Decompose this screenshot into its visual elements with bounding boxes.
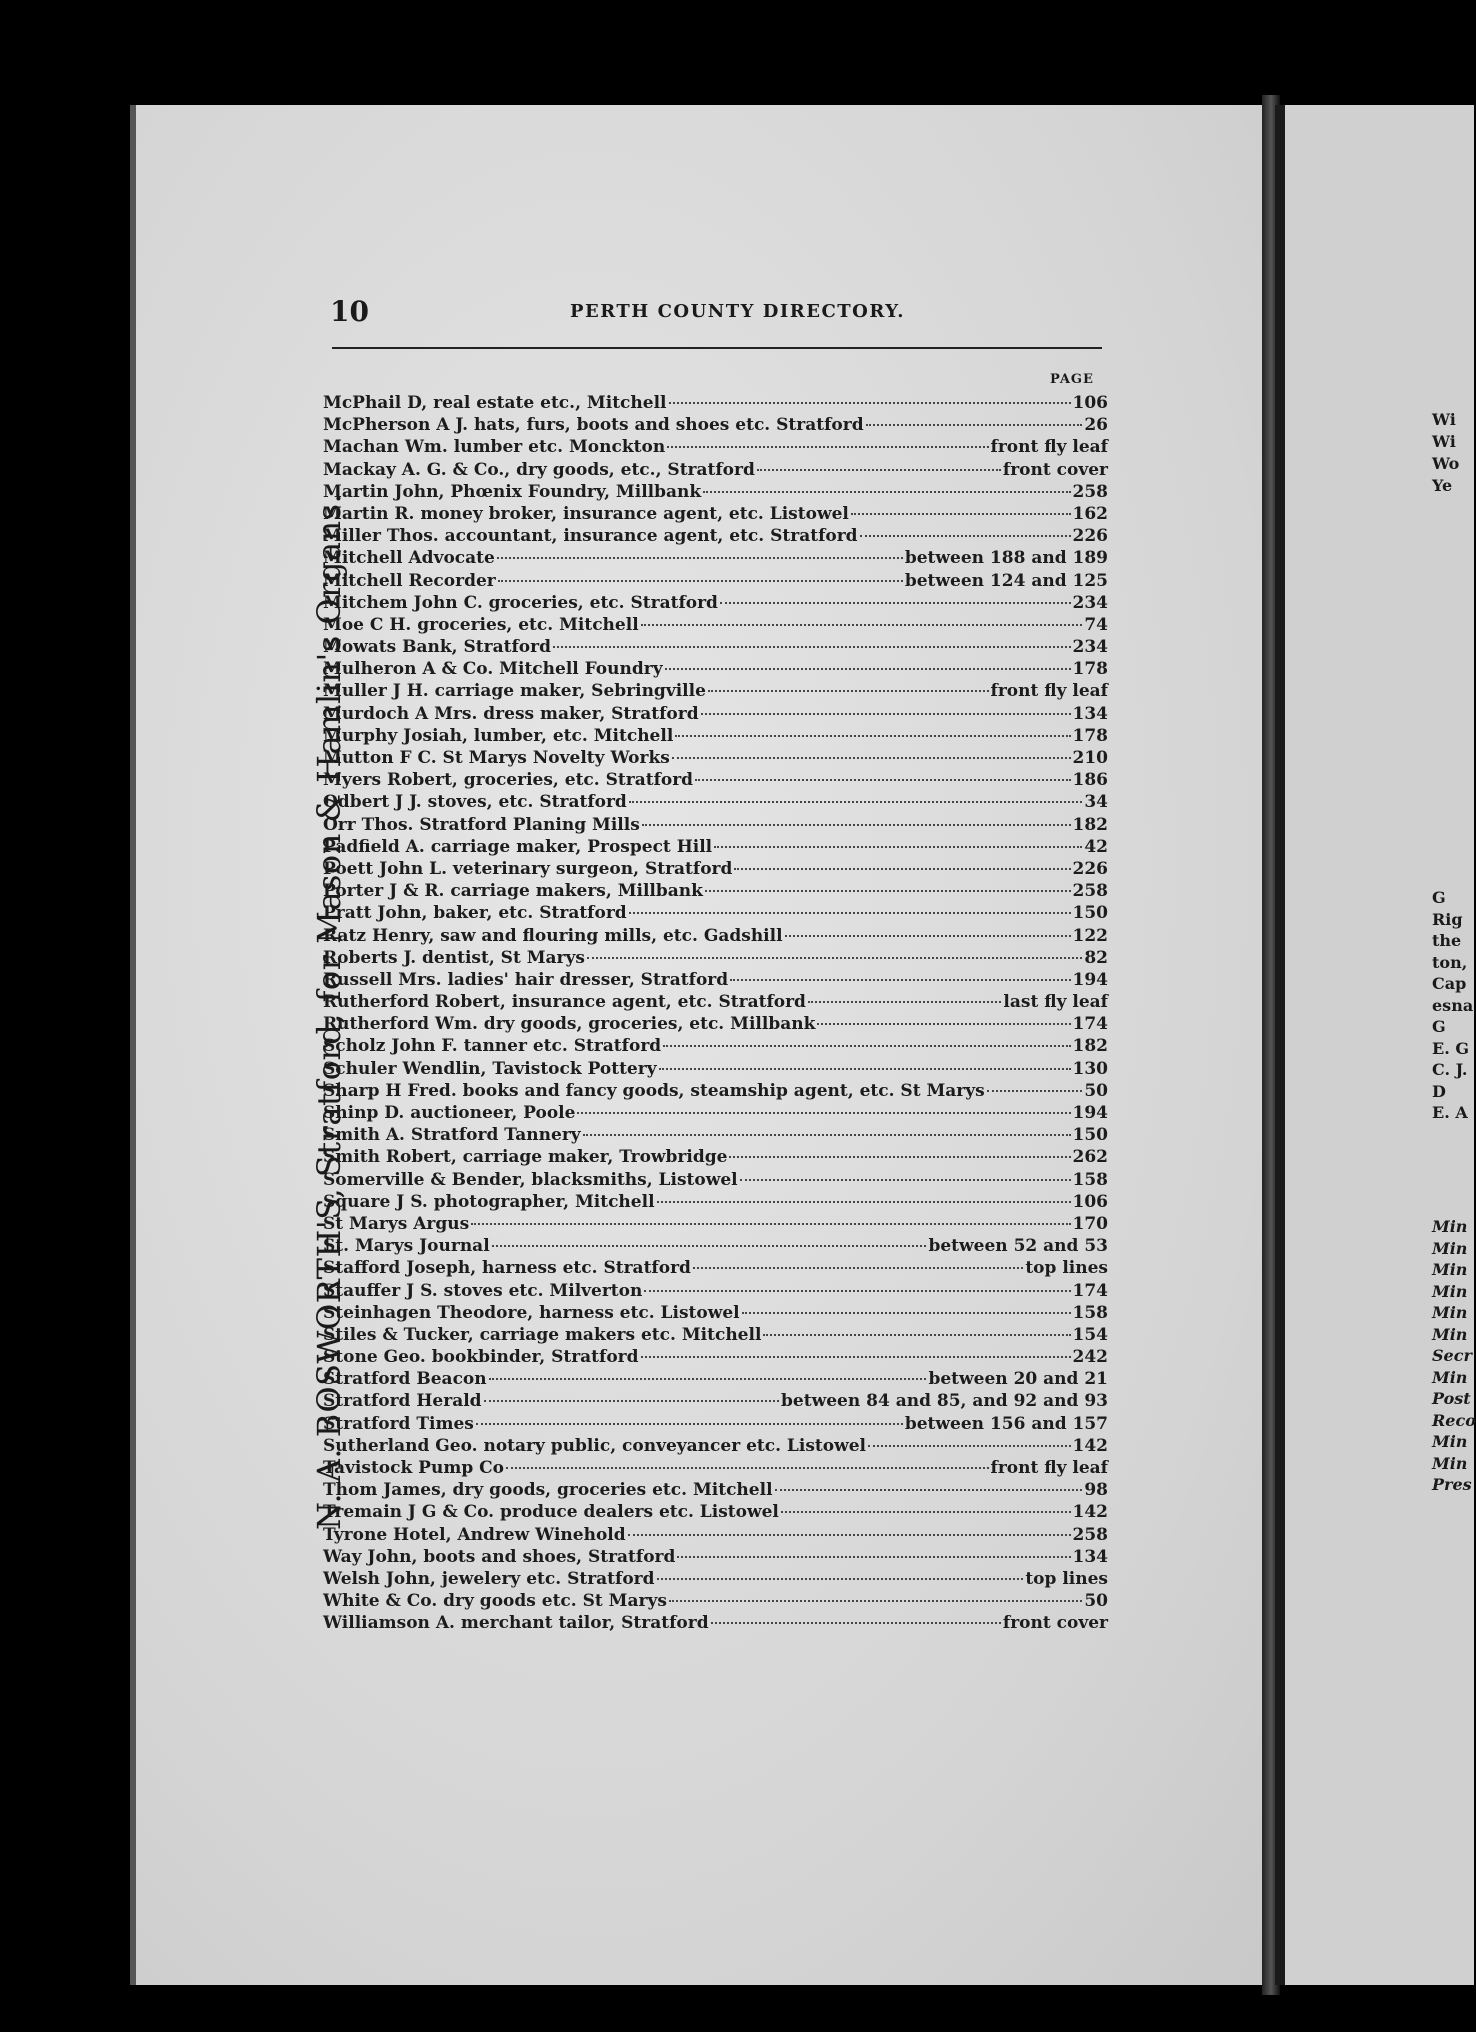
entry-page: 234 <box>1072 637 1108 658</box>
directory-entry <box>323 1546 1108 1568</box>
entry-name: Moe C H. groceries, etc. Mitchell <box>323 614 639 635</box>
leader-dots <box>644 1290 1070 1292</box>
entry-name: Shinp D. auctioneer, Poole <box>323 1103 576 1123</box>
entry-name: Tremain J G & Co. produce dealers etc. Listowel <box>323 1502 779 1523</box>
leader-dots <box>714 846 1082 848</box>
facing-page-text: Post <box>1432 1389 1471 1408</box>
leader-dots <box>663 1045 1070 1047</box>
leader-dots <box>851 513 1071 515</box>
entry-page: 262 <box>1072 1147 1108 1168</box>
entry-name: Orr Thos. Stratford Planing Mills <box>323 814 640 835</box>
entry-name: Thom James, dry goods, groceries etc. Mitchell <box>323 1480 773 1501</box>
page-header <box>330 295 1100 328</box>
entry-page: last fly leaf <box>1003 992 1108 1013</box>
directory-entry <box>323 1213 1108 1235</box>
entry-page: 170 <box>1072 1213 1108 1234</box>
entry-page: 158 <box>1072 1169 1108 1190</box>
leader-dots <box>498 580 903 582</box>
entry-name: Russell Mrs. ladies' hair dresser, Stratford <box>323 969 729 990</box>
directory-entry <box>323 547 1108 569</box>
entry-page: 226 <box>1072 858 1108 879</box>
leader-dots <box>657 1201 1071 1203</box>
entry-page: front cover <box>1002 1613 1108 1634</box>
entry-name: Machan Wm. lumber etc. Monckton <box>323 437 666 458</box>
entry-name: Mutton F C. St Marys Novelty Works <box>323 748 670 768</box>
facing-page-text: the <box>1432 931 1462 950</box>
entry-page: 194 <box>1072 969 1108 990</box>
leader-dots <box>740 1179 1071 1181</box>
leader-dots <box>785 935 1071 937</box>
leader-dots <box>742 1312 1071 1314</box>
leader-dots <box>506 1467 989 1469</box>
entry-name: Rutherford Robert, insurance agent, etc. Stratford <box>323 992 806 1013</box>
facing-page-text: E. G <box>1432 1038 1469 1058</box>
entry-name: Sharp H Fred. books and fancy goods, steamship agent, etc. St Marys <box>323 1080 985 1101</box>
directory-entry <box>323 481 1108 503</box>
directory-entry <box>323 459 1108 481</box>
leader-dots <box>583 1134 1071 1136</box>
leader-dots <box>577 1112 1070 1114</box>
entry-name: Smith Robert, carriage maker, Trowbridge <box>323 1147 728 1168</box>
directory-entry <box>323 1013 1108 1035</box>
entry-page: between 84 and 85, and 92 and 93 <box>781 1391 1108 1412</box>
entry-name: Stratford Times <box>323 1413 474 1434</box>
facing-page-text: Min <box>1432 1238 1468 1258</box>
entry-name: Pratt John, baker, etc. Stratford <box>323 903 627 924</box>
leader-dots <box>868 1445 1070 1447</box>
entry-name: St Marys Argus <box>323 1213 470 1234</box>
leader-dots <box>729 1156 1070 1158</box>
entry-page: 50 <box>1084 1080 1108 1101</box>
directory-entry <box>323 414 1108 436</box>
leader-dots <box>701 713 1071 715</box>
entry-page: front cover <box>1002 459 1108 480</box>
directory-entry <box>323 769 1108 791</box>
entry-page: 234 <box>1072 592 1108 613</box>
entry-page: between 52 and 53 <box>928 1236 1108 1257</box>
directory-entry <box>323 1302 1108 1324</box>
entry-name: Mowats Bank, Stratford <box>323 637 551 658</box>
facing-page-text: Min <box>1432 1324 1468 1344</box>
facing-page-text: Wi <box>1432 410 1456 429</box>
facing-page-text: Cap <box>1432 974 1467 993</box>
leader-dots <box>471 1223 1070 1225</box>
leader-dots <box>675 735 1070 737</box>
entry-name: Poett John L. veterinary surgeon, Stratford <box>323 858 733 879</box>
leader-dots <box>553 646 1071 648</box>
entry-page: 258 <box>1072 1524 1108 1545</box>
entry-page: 210 <box>1072 748 1108 768</box>
entry-page: 106 <box>1072 393 1108 413</box>
facing-page-text: Min <box>1432 1260 1468 1279</box>
entry-name: Somerville & Bender, blacksmiths, Listowel <box>323 1169 738 1190</box>
directory-entry <box>323 592 1108 614</box>
directory-entry <box>323 436 1108 458</box>
entry-page: 226 <box>1072 526 1108 547</box>
entry-name: Padfield A. carriage maker, Prospect Hill <box>323 836 713 857</box>
directory-entry <box>323 725 1108 747</box>
side-advertisement: N. A. BOSWORTH'S, Stratford, for Mason & Hamlin's Organs. <box>310 492 348 1530</box>
entry-name: Murphy Josiah, lumber, etc. Mitchell <box>323 725 674 746</box>
entry-name: Tyrone Hotel, Andrew Winehold <box>323 1524 626 1545</box>
facing-page-text: Min <box>1432 1432 1468 1451</box>
leader-dots <box>866 424 1083 426</box>
entry-page: 142 <box>1072 1435 1108 1456</box>
entry-name: Welsh John, jewelery etc. Stratford <box>323 1568 655 1589</box>
leader-dots <box>720 602 1071 604</box>
directory-entry <box>323 1280 1108 1302</box>
leader-dots <box>587 957 1082 959</box>
facing-page-text: Min <box>1432 1303 1468 1322</box>
directory-entry <box>323 1324 1108 1346</box>
entry-name: Roberts J. dentist, St Marys <box>323 947 585 968</box>
directory-entry <box>323 1080 1108 1102</box>
leader-dots <box>476 1423 903 1425</box>
leader-dots <box>695 779 1070 781</box>
entry-page: 134 <box>1072 1546 1108 1567</box>
entry-name: St. Marys Journal <box>323 1236 490 1257</box>
leader-dots <box>705 890 1071 892</box>
entry-page: top lines <box>1025 1568 1108 1589</box>
directory-entry <box>323 614 1108 636</box>
directory-entry <box>323 1257 1108 1279</box>
directory-entry <box>323 791 1108 813</box>
entry-name: Sutherland Geo. notary public, conveyancer etc. Listowel <box>323 1435 867 1456</box>
directory-entry <box>323 570 1108 592</box>
entry-name: Schuler Wendlin, Tavistock Pottery <box>323 1058 657 1079</box>
entry-name: Mitchem John C. groceries, etc. Stratford <box>323 592 718 613</box>
directory-entry <box>323 392 1108 414</box>
entry-name: Square J S. photographer, Mitchell <box>323 1191 655 1212</box>
entry-name: Steinhagen Theodore, harness etc. Listowel <box>323 1302 740 1323</box>
entry-page: 122 <box>1072 925 1108 946</box>
entry-page: 186 <box>1072 770 1108 791</box>
leader-dots <box>808 1001 1001 1003</box>
directory-entry <box>323 1346 1108 1368</box>
facing-page-text: Wo <box>1432 454 1460 473</box>
entry-page: 178 <box>1072 659 1108 680</box>
entry-page: 26 <box>1084 415 1108 436</box>
directory-entry <box>323 1058 1108 1080</box>
directory-entry <box>323 1169 1108 1191</box>
entry-page: between 156 and 157 <box>904 1413 1108 1434</box>
directory-index <box>323 392 1108 1635</box>
entry-name: Martin R. money broker, insurance agent, etc. Listowel <box>323 503 849 524</box>
entry-page: 134 <box>1072 703 1108 724</box>
directory-entry <box>323 1102 1108 1124</box>
entry-page: 174 <box>1072 1280 1108 1301</box>
column-heading: PAGE <box>1050 372 1094 387</box>
facing-page-text: Secr <box>1432 1346 1472 1365</box>
directory-entry <box>323 925 1108 947</box>
entry-name: Scholz John F. tanner etc. Stratford <box>323 1036 662 1057</box>
directory-entry <box>323 1501 1108 1523</box>
leader-dots <box>489 1378 927 1380</box>
entry-page: 130 <box>1072 1058 1108 1079</box>
leader-dots <box>708 690 989 692</box>
directory-entry <box>323 1435 1108 1457</box>
directory-entry <box>323 969 1108 991</box>
directory-entry <box>323 1479 1108 1501</box>
entry-page: front fly leaf <box>990 437 1108 458</box>
directory-entry <box>323 1146 1108 1168</box>
entry-page: 194 <box>1072 1103 1108 1123</box>
facing-page-text: Min <box>1432 1367 1468 1387</box>
directory-entry <box>323 1235 1108 1257</box>
leader-dots <box>641 624 1083 626</box>
entry-name: Mulheron A & Co. Mitchell Foundry <box>323 659 663 680</box>
leader-dots <box>763 1334 1070 1336</box>
directory-entry <box>323 747 1108 769</box>
leader-dots <box>669 402 1071 404</box>
entry-page: between 20 and 21 <box>928 1369 1108 1390</box>
entry-page: 150 <box>1072 903 1108 924</box>
entry-name: Smith A. Stratford Tannery <box>323 1125 581 1146</box>
directory-entry <box>323 1524 1108 1546</box>
leader-dots <box>775 1489 1083 1491</box>
entry-page: 50 <box>1084 1591 1108 1612</box>
entry-page: 182 <box>1072 1036 1108 1057</box>
leader-dots <box>628 1534 1071 1536</box>
entry-name: Muller J H. carriage maker, Sebringville <box>323 681 706 702</box>
facing-page-text: Rig <box>1432 909 1463 929</box>
directory-entry <box>323 1568 1108 1590</box>
leader-dots <box>987 1090 1083 1092</box>
directory-entry <box>323 658 1108 680</box>
leader-dots <box>734 868 1070 870</box>
directory-entry <box>323 1368 1108 1390</box>
entry-page: 174 <box>1072 1014 1108 1035</box>
entry-page: front fly leaf <box>990 1458 1108 1478</box>
entry-page: 242 <box>1072 1347 1108 1368</box>
directory-entry <box>323 1035 1108 1057</box>
directory-entry <box>323 1413 1108 1435</box>
page-number: 10 <box>330 295 369 328</box>
entry-name: Stone Geo. bookbinder, Stratford <box>323 1347 639 1368</box>
directory-entry <box>323 902 1108 924</box>
leader-dots <box>757 469 1001 471</box>
directory-entry <box>323 858 1108 880</box>
entry-page: 42 <box>1084 836 1108 857</box>
entry-name: White & Co. dry goods etc. St Marys <box>323 1591 667 1612</box>
entry-name: Way John, boots and shoes, Stratford <box>323 1546 676 1567</box>
leader-dots <box>642 824 1071 826</box>
directory-entry <box>323 1590 1108 1612</box>
directory-entry <box>323 703 1108 725</box>
directory-entry <box>323 1191 1108 1213</box>
entry-page: 178 <box>1072 725 1108 746</box>
entry-name: Murdoch A Mrs. dress maker, Stratford <box>323 703 699 724</box>
entry-page: 158 <box>1072 1302 1108 1323</box>
facing-page-text: G <box>1432 888 1446 907</box>
entry-page: 150 <box>1072 1125 1108 1146</box>
entry-page: between 188 and 189 <box>904 548 1108 569</box>
entry-page: 34 <box>1084 792 1108 813</box>
entry-page: front fly leaf <box>990 681 1108 702</box>
entry-name: Stratford Beacon <box>323 1369 487 1390</box>
entry-name: Stafford Joseph, harness etc. Stratford <box>323 1258 691 1279</box>
header-rule <box>332 347 1102 349</box>
leader-dots <box>860 535 1071 537</box>
entry-page: between 124 and 125 <box>904 570 1108 591</box>
leader-dots <box>677 1556 1070 1558</box>
directory-entry <box>323 1457 1108 1479</box>
leader-dots <box>693 1267 1023 1269</box>
leader-dots <box>781 1511 1071 1513</box>
facing-page-text: Wi <box>1432 432 1456 451</box>
leader-dots <box>492 1245 927 1247</box>
directory-entry <box>323 1390 1108 1412</box>
entry-page: 258 <box>1072 481 1108 502</box>
entry-name: Williamson A. merchant tailor, Stratford <box>323 1613 709 1634</box>
facing-page-text: E. A <box>1432 1103 1468 1122</box>
facing-page-text: C. J. <box>1432 1060 1468 1079</box>
directory-entry <box>323 947 1108 969</box>
entry-name: Mitchell Advocate <box>323 548 495 569</box>
entry-name: Mackay A. G. & Co., dry goods, etc., Stratford <box>323 459 755 480</box>
leader-dots <box>497 557 903 559</box>
entry-page: 154 <box>1072 1324 1108 1345</box>
leader-dots <box>629 801 1083 803</box>
leader-dots <box>665 668 1071 670</box>
directory-entry <box>323 991 1108 1013</box>
directory-entry <box>323 525 1108 547</box>
facing-page-text: ton, <box>1432 952 1468 972</box>
entry-page: 82 <box>1084 947 1108 968</box>
entry-name: Ratz Henry, saw and flouring mills, etc. Gadshill <box>323 925 783 946</box>
directory-entry <box>323 1124 1108 1146</box>
leader-dots <box>641 1356 1071 1358</box>
facing-page-text: Min <box>1432 1453 1468 1473</box>
facing-page-text: Pres <box>1432 1475 1472 1494</box>
leader-dots <box>659 1068 1071 1070</box>
leader-dots <box>730 979 1070 981</box>
entry-name: Myers Robert, groceries, etc. Stratford <box>323 770 694 791</box>
entry-name: McPherson A J. hats, furs, boots and shoes etc. Stratford <box>323 415 864 436</box>
entry-page: 98 <box>1084 1480 1108 1501</box>
entry-name: Mitchell Recorder <box>323 570 496 591</box>
entry-page: 74 <box>1084 614 1108 635</box>
directory-entry <box>323 814 1108 836</box>
entry-name: Stiles & Tucker, carriage makers etc. Mitchell <box>323 1324 762 1345</box>
directory-entry <box>323 880 1108 902</box>
leader-dots <box>711 1622 1001 1624</box>
entry-name: Porter J & R. carriage makers, Millbank <box>323 881 703 902</box>
facing-page-text: Ye <box>1432 476 1453 495</box>
entry-name: Odbert J J. stoves, etc. Stratford <box>323 792 627 813</box>
leader-dots <box>629 912 1071 914</box>
entry-name: Stratford Herald <box>323 1391 482 1412</box>
running-head: PERTH COUNTY DIRECTORY. <box>570 301 906 322</box>
entry-name: Martin John, Phœnix Foundry, Millbank <box>323 481 702 502</box>
directory-entry <box>323 1612 1108 1634</box>
entry-name: Rutherford Wm. dry goods, groceries, etc. Millbank <box>323 1014 816 1035</box>
leader-dots <box>669 1600 1082 1602</box>
facing-page-text: D <box>1432 1081 1446 1101</box>
leader-dots <box>667 446 988 448</box>
directory-entry <box>323 503 1108 525</box>
facing-page-text: Min <box>1432 1281 1468 1301</box>
leader-dots <box>484 1400 779 1402</box>
directory-entry <box>323 836 1108 858</box>
entry-page: 258 <box>1072 881 1108 902</box>
entry-name: Stauffer J S. stoves etc. Milverton <box>323 1280 643 1301</box>
entry-page: 106 <box>1072 1191 1108 1212</box>
entry-name: Tavistock Pump Co <box>323 1458 504 1478</box>
entry-name: McPhail D, real estate etc., Mitchell <box>323 393 667 413</box>
directory-entry <box>323 680 1108 702</box>
leader-dots <box>817 1023 1070 1025</box>
facing-page-text: esna <box>1432 995 1474 1015</box>
leader-dots <box>672 757 1071 759</box>
entry-page: top lines <box>1025 1258 1108 1279</box>
entry-page: 182 <box>1072 814 1108 835</box>
entry-page: 162 <box>1072 503 1108 524</box>
leader-dots <box>703 491 1070 493</box>
directory-entry <box>323 636 1108 658</box>
facing-page-text: Reco <box>1432 1410 1476 1430</box>
leader-dots <box>657 1578 1024 1580</box>
facing-page-text: Min <box>1432 1217 1468 1236</box>
entry-name: Miller Thos. accountant, insurance agent, etc. Stratford <box>323 526 858 547</box>
entry-page: 142 <box>1072 1502 1108 1523</box>
facing-page-text: G <box>1432 1017 1446 1036</box>
